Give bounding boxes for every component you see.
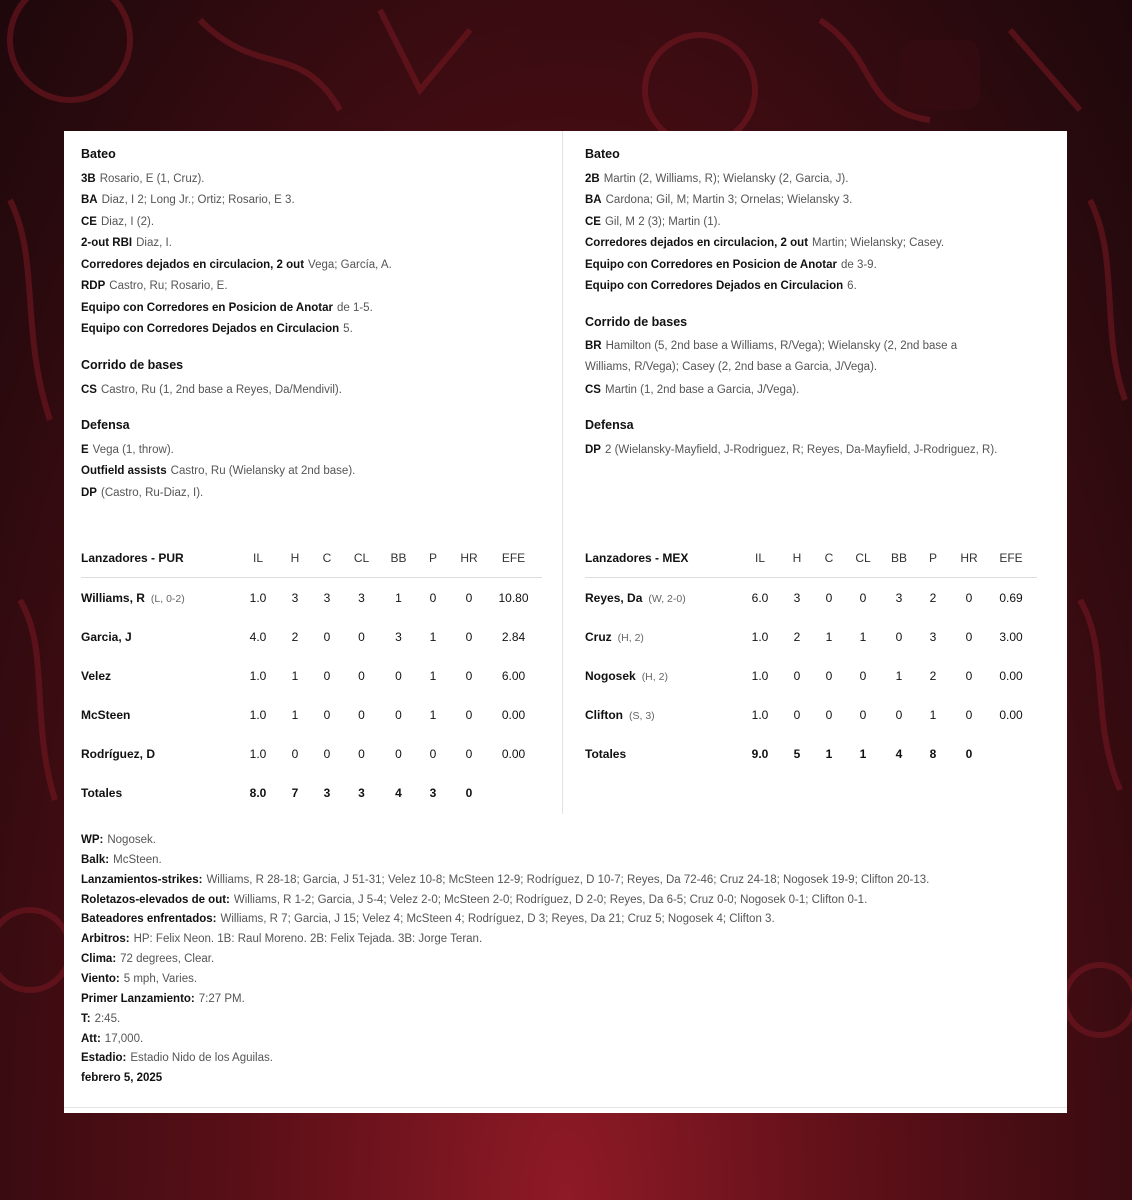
stat-bb: 3	[895, 590, 903, 605]
stat-il: 1.0	[249, 668, 267, 683]
stat-efe	[985, 734, 1037, 773]
header-il: IL	[241, 538, 275, 578]
stat-efe: 0.00	[999, 668, 1023, 683]
header-efe: EFE	[485, 538, 542, 578]
stat-il: 1.0	[249, 590, 267, 605]
baserunning-line: CS Castro, Ru (1, 2nd base a Reyes, Da/Mendivil).	[81, 384, 342, 396]
stat-h: 1	[291, 668, 299, 683]
header-p: P	[413, 538, 453, 578]
stat-il: 9.0	[751, 746, 769, 761]
batting-line: Corredores dejados en circulacion, 2 out Martin; Wielansky; Casey.	[585, 237, 945, 249]
stat-h: 2	[291, 629, 299, 644]
stat-p: 3	[929, 629, 937, 644]
pitcher-name: Clifton (S, 3)	[585, 707, 655, 722]
totals-row	[585, 734, 1037, 773]
table-row	[81, 578, 542, 618]
table-row	[585, 695, 1037, 734]
baserunning-line: CS Martin (1, 2nd base a Garcia, J/Vega).	[585, 384, 800, 396]
stat-hr: 0	[465, 707, 473, 722]
stat-bb: 0	[395, 668, 402, 683]
stat-bb: 0	[395, 746, 402, 761]
pitcher-decision: (H, 2)	[617, 631, 644, 644]
stat-p: 1	[429, 707, 437, 722]
stat-cl: 1	[859, 746, 867, 761]
stat-efe: 0.00	[501, 707, 526, 722]
header-efe: EFE	[985, 538, 1037, 578]
stat-efe: 6.00	[501, 668, 526, 683]
header-team: Lanzadores - PUR	[81, 538, 241, 578]
stat-cl: 0	[358, 707, 365, 722]
stat-p: 1	[429, 668, 437, 683]
table-header-row	[81, 538, 542, 578]
game-info-umpires: Arbitros: HP: Felix Neon. 1B: Raul Moreno. 2B: Felix Tejada. 3B: Jorge Teran.	[81, 933, 483, 945]
table-row	[81, 656, 542, 695]
batting-line: Corredores dejados en circulacion, 2 out Vega; García, A.	[81, 259, 392, 271]
batting-line: RDP Castro, Ru; Rosario, E.	[81, 280, 228, 292]
game-info-wp: WP: Nogosek.	[81, 834, 156, 846]
stat-c: 0	[825, 590, 833, 605]
stat-cl: 0	[358, 668, 365, 683]
stat-il: 6.0	[751, 590, 769, 605]
stat-h: 0	[793, 668, 801, 683]
stat-h: 5	[793, 746, 801, 761]
stat-h: 2	[793, 629, 801, 644]
stat-c: 0	[825, 707, 833, 722]
totals-label: Totales	[585, 746, 627, 761]
defense-line: DP (Castro, Ru-Diaz, I).	[81, 487, 204, 499]
table-row	[81, 695, 542, 734]
stat-c: 3	[323, 785, 331, 800]
game-info-pitches-strikes: Lanzamientos-strikes: Williams, R 28-18; Garcia, J 51-31; Velez 10-8; McSteen 12-9; Rodríguez, D 10-7; Reyes, Da 72-46; Cruz 24-18; Nogosek 19-9; Clifton 20-13.	[81, 874, 930, 886]
table-row	[585, 578, 1037, 618]
batting-line: BA Cardona; Gil, M; Martin 3; Ornelas; Wielansky 3.	[585, 194, 853, 206]
stat-bb: 3	[395, 629, 402, 644]
game-date: febrero 5, 2025	[81, 1072, 163, 1084]
panel-bottom-rule	[64, 1107, 1067, 1108]
stat-c: 0	[323, 668, 331, 683]
stat-p: 0	[429, 590, 437, 605]
stat-h: 3	[291, 590, 299, 605]
totals-row	[81, 773, 542, 812]
stat-cl: 0	[859, 668, 867, 683]
defense-title: Defensa	[585, 418, 634, 432]
stat-hr: 0	[465, 590, 473, 605]
stat-hr: 0	[465, 746, 473, 761]
stat-il: 1.0	[751, 668, 769, 683]
batting-line: 3B Rosario, E (1, Cruz).	[81, 173, 205, 185]
batting-line: 2-out RBI Diaz, I.	[81, 237, 172, 249]
stat-efe: 0.00	[999, 707, 1023, 722]
game-info-first-pitch: Primer Lanzamiento: 7:27 PM.	[81, 993, 245, 1005]
header-cl: CL	[339, 538, 384, 578]
stat-efe: 3.00	[999, 629, 1023, 644]
totals-label: Totales	[81, 785, 123, 800]
pitcher-name: Williams, R (L, 0-2)	[81, 590, 185, 605]
table-row	[585, 656, 1037, 695]
header-c: C	[817, 538, 841, 578]
baserunning-title: Corrido de bases	[585, 315, 688, 329]
batting-line: Equipo con Corredores Dejados en Circulacion 6.	[585, 280, 857, 292]
stat-bb: 0	[895, 707, 903, 722]
stat-hr: 0	[965, 668, 973, 683]
header-hr: HR	[453, 538, 485, 578]
stat-c: 0	[323, 707, 331, 722]
pitcher-decision: (W, 2-0)	[648, 592, 686, 605]
header-cl: CL	[841, 538, 885, 578]
header-hr: HR	[953, 538, 985, 578]
header-il: IL	[743, 538, 777, 578]
stat-cl: 0	[358, 629, 365, 644]
stat-c: 1	[825, 746, 833, 761]
defense-line: DP 2 (Wielansky-Mayfield, J-Rodriguez, R; Reyes, Da-Mayfield, J-Rodriguez, R).	[585, 444, 998, 456]
stat-efe: 2.84	[501, 629, 526, 644]
stat-p: 0	[429, 746, 437, 761]
stat-hr: 0	[965, 746, 973, 761]
header-c: C	[315, 538, 339, 578]
defense-title: Defensa	[81, 418, 130, 432]
stat-il: 1.0	[249, 746, 267, 761]
batting-line: CE Diaz, I (2).	[81, 216, 155, 228]
stat-hr: 0	[465, 668, 473, 683]
header-bb: BB	[384, 538, 413, 578]
table-row	[81, 734, 542, 773]
stat-il: 8.0	[249, 785, 267, 800]
batting-line: 2B Martin (2, Williams, R); Wielansky (2, Garcia, J).	[585, 173, 849, 185]
header-bb: BB	[885, 538, 913, 578]
stat-c: 0	[825, 668, 833, 683]
stat-bb: 1	[395, 590, 402, 605]
stat-bb: 4	[395, 785, 402, 800]
batting-line: CE Gil, M 2 (3); Martin (1).	[585, 216, 721, 228]
pitcher-decision: (H, 2)	[641, 670, 668, 683]
stat-c: 0	[323, 746, 331, 761]
defense-line: Outfield assists Castro, Ru (Wielansky at 2nd base).	[81, 465, 356, 477]
stat-p: 3	[429, 785, 437, 800]
table-row	[81, 617, 542, 656]
batting-title: Bateo	[585, 147, 620, 161]
stat-efe: 0.00	[501, 746, 526, 761]
game-info-batters-faced: Bateadores enfrentados: Williams, R 7; Garcia, J 15; Velez 4; McSteen 4; Rodríguez, D 3; Reyes, Da 21; Cruz 5; Nogosek 4; Clifton 3.	[81, 913, 775, 925]
stat-p: 2	[929, 590, 937, 605]
stat-p: 1	[429, 629, 437, 644]
stat-c: 3	[323, 590, 331, 605]
pitcher-name: Reyes, Da (W, 2-0)	[585, 590, 686, 605]
stat-h: 0	[291, 746, 299, 761]
table-header-row	[585, 538, 1037, 578]
stat-bb: 1	[895, 668, 903, 683]
stat-hr: 0	[965, 629, 973, 644]
stat-il: 1.0	[249, 707, 267, 722]
pitcher-name: Rodríguez, D	[81, 746, 155, 761]
table-row	[585, 617, 1037, 656]
stat-h: 3	[793, 590, 801, 605]
batting-line: BA Diaz, I 2; Long Jr.; Ortiz; Rosario, E 3.	[81, 194, 295, 206]
stat-efe: 0.69	[999, 590, 1023, 605]
stat-efe	[485, 773, 542, 812]
stat-efe: 10.80	[498, 590, 529, 605]
pur-pitching-table	[81, 538, 542, 812]
batting-line: Equipo con Corredores en Posicion de Anotar de 1-5.	[81, 302, 373, 314]
stat-hr: 0	[965, 707, 973, 722]
baserunning-title: Corrido de bases	[81, 358, 184, 372]
stat-p: 8	[929, 746, 937, 761]
stat-h: 7	[291, 785, 299, 800]
header-h: H	[777, 538, 817, 578]
stat-il: 1.0	[751, 629, 769, 644]
pitcher-name: Cruz (H, 2)	[585, 629, 644, 644]
game-info-wind: Viento: 5 mph, Varies.	[81, 973, 198, 985]
stat-il: 1.0	[751, 707, 769, 722]
game-info-groundouts-flyouts: Roletazos-elevados de out: Williams, R 1-2; Garcia, J 5-4; Velez 2-0; McSteen 2-0; Rodríguez, D 2-0; Reyes, Da 6-5; Cruz 0-0; Nogosek 0-1; Clifton 0-1.	[81, 894, 868, 906]
game-info-balk: Balk: McSteen.	[81, 854, 162, 866]
column-divider	[562, 131, 563, 814]
stat-h: 1	[291, 707, 299, 722]
mex-pitching-table	[585, 538, 1037, 773]
pitcher-decision: (S, 3)	[629, 709, 655, 722]
stat-c: 1	[825, 629, 833, 644]
stat-hr: 0	[965, 590, 973, 605]
header-h: H	[275, 538, 315, 578]
stat-p: 1	[929, 707, 937, 722]
pitcher-decision: (L, 0-2)	[150, 592, 185, 605]
stat-bb: 0	[395, 707, 402, 722]
pitcher-name: Garcia, J	[81, 629, 132, 644]
stat-hr: 0	[465, 785, 473, 800]
batting-line: Equipo con Corredores en Posicion de Anotar de 3-9.	[585, 259, 877, 271]
pitcher-name: Velez	[81, 668, 112, 683]
game-info-weather: Clima: 72 degrees, Clear.	[81, 953, 215, 965]
header-p: P	[913, 538, 953, 578]
stat-h: 0	[793, 707, 801, 722]
stat-cl: 1	[859, 629, 867, 644]
defense-line: E Vega (1, throw).	[81, 444, 174, 456]
stat-cl: 3	[358, 785, 365, 800]
stat-c: 0	[323, 629, 331, 644]
stat-cl: 0	[358, 746, 365, 761]
stat-cl: 0	[859, 707, 867, 722]
boxscore-panel	[64, 131, 1067, 1113]
batting-line: Equipo con Corredores Dejados en Circulacion 5.	[81, 323, 353, 335]
pitcher-name: McSteen	[81, 707, 131, 722]
batting-title: Bateo	[81, 147, 116, 161]
stat-cl: 3	[358, 590, 365, 605]
stat-p: 2	[929, 668, 937, 683]
stat-bb: 4	[895, 746, 903, 761]
stat-bb: 0	[895, 629, 903, 644]
stat-il: 4.0	[249, 629, 267, 644]
pitcher-name: Nogosek (H, 2)	[585, 668, 668, 683]
baserunning-line: BR Hamilton (5, 2nd base a Williams, R/Vega); Wielansky (2, 2nd base a Williams, R/Vega); Casey (2, 2nd base a Garcia, J/Vega).	[585, 340, 958, 373]
game-info-venue: Estadio: Estadio Nido de los Aguilas.	[81, 1052, 273, 1064]
stat-cl: 0	[859, 590, 867, 605]
game-info-attendance: Att: 17,000.	[81, 1033, 144, 1045]
header-team: Lanzadores - MEX	[585, 538, 743, 578]
stat-hr: 0	[465, 629, 473, 644]
game-info-time: T: 2:45.	[81, 1013, 121, 1025]
